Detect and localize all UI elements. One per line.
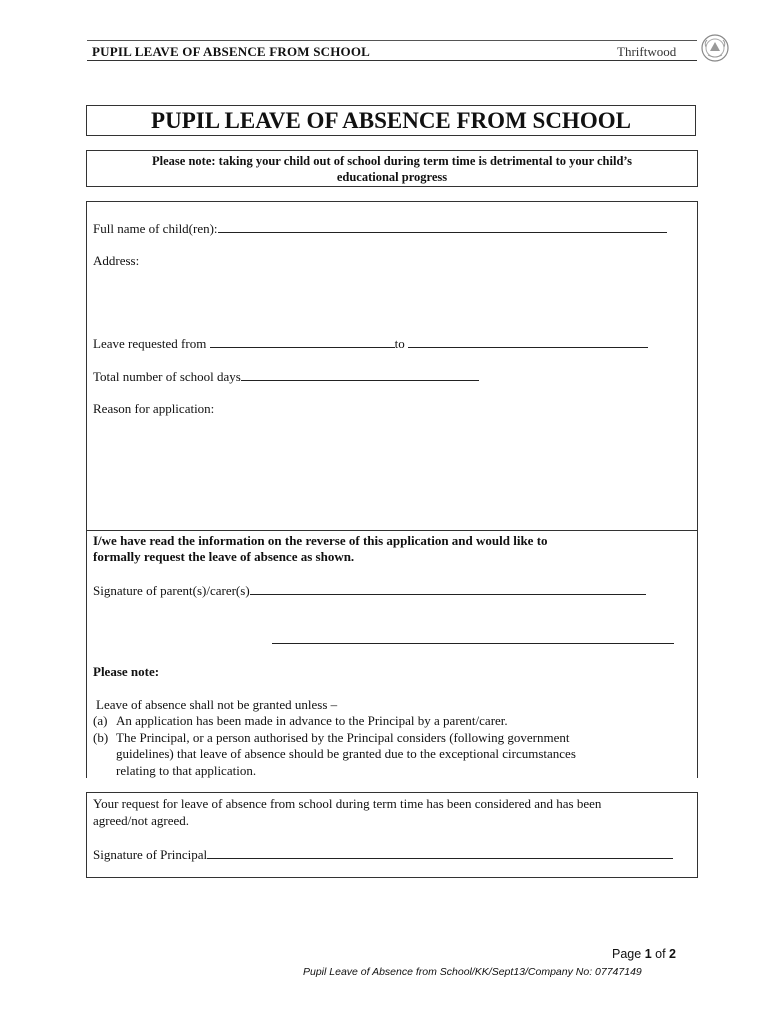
declaration-line-1: I/we have read the information on the reverse of this application and would like to bbox=[93, 533, 548, 548]
page-current: 1 bbox=[644, 947, 652, 961]
main-title: PUPIL LEAVE OF ABSENCE FROM SCHOOL bbox=[86, 105, 696, 136]
footer-reference: Pupil Leave of Absence from School/KK/Sept13/Company No: 07747149 bbox=[303, 966, 642, 978]
leave-to-field[interactable] bbox=[408, 335, 648, 348]
reason-field[interactable] bbox=[93, 420, 683, 520]
total-days-row bbox=[93, 368, 479, 385]
please-note-heading: Please note: bbox=[93, 664, 160, 679]
child-name-field[interactable] bbox=[218, 220, 667, 233]
total-days-label: Total number of school days bbox=[93, 369, 241, 384]
principal-line-2: agreed/not agreed. bbox=[93, 813, 190, 828]
note-line-2: educational progress bbox=[336, 170, 448, 184]
header-school-name: Thriftwood bbox=[617, 44, 677, 59]
leave-from-field[interactable] bbox=[210, 335, 395, 348]
principal-signature-row bbox=[93, 846, 673, 863]
leave-from-label: Leave requested from bbox=[93, 336, 207, 351]
condition-b-line-2: guidelines) that leave of absence should be granted due to the exceptional circumstances bbox=[116, 746, 576, 761]
parent-signature-field[interactable] bbox=[250, 582, 646, 595]
total-days-field[interactable] bbox=[241, 368, 479, 381]
condition-a-marker: (a) bbox=[93, 713, 108, 728]
note-line-1: Please note: taking your child out of school during term time is detrimental to your child’s bbox=[152, 154, 632, 168]
principal-signature-field[interactable] bbox=[207, 846, 673, 859]
principal-line-1: Your request for leave of absence from school during term time has been considered and has been bbox=[93, 796, 602, 811]
page-of: of bbox=[655, 947, 666, 961]
school-crest-icon bbox=[700, 33, 730, 63]
child-name-row bbox=[93, 220, 667, 237]
page-label: Page bbox=[612, 947, 642, 961]
header-title: PUPIL LEAVE OF ABSENCE FROM SCHOOL bbox=[92, 44, 371, 59]
page-total: 2 bbox=[669, 947, 676, 961]
leave-to-label: to bbox=[394, 336, 405, 351]
conditions-intro: Leave of absence shall not be granted unless – bbox=[96, 697, 338, 712]
principal-signature-label: Signature of Principal bbox=[93, 847, 208, 862]
address-label: Address: bbox=[93, 253, 140, 268]
condition-b-line-3: relating to that application. bbox=[116, 763, 257, 778]
declaration-line-2: formally request the leave of absence as shown. bbox=[93, 549, 355, 564]
condition-b-marker: (b) bbox=[93, 730, 109, 745]
second-signature-field[interactable] bbox=[272, 631, 674, 644]
leave-dates-row bbox=[93, 335, 648, 352]
address-field[interactable] bbox=[93, 272, 683, 327]
parent-signature-row bbox=[93, 582, 646, 599]
condition-b-line-1: The Principal, or a person authorised by the Principal considers (following government bbox=[116, 730, 570, 745]
reason-label: Reason for application: bbox=[93, 401, 215, 416]
parent-signature-label: Signature of parent(s)/carer(s) bbox=[93, 583, 250, 598]
condition-a-text: An application has been made in advance to the Principal by a parent/carer. bbox=[116, 713, 508, 728]
page-number bbox=[612, 947, 676, 961]
child-name-label: Full name of child(ren): bbox=[93, 221, 218, 236]
note-banner bbox=[86, 150, 698, 187]
